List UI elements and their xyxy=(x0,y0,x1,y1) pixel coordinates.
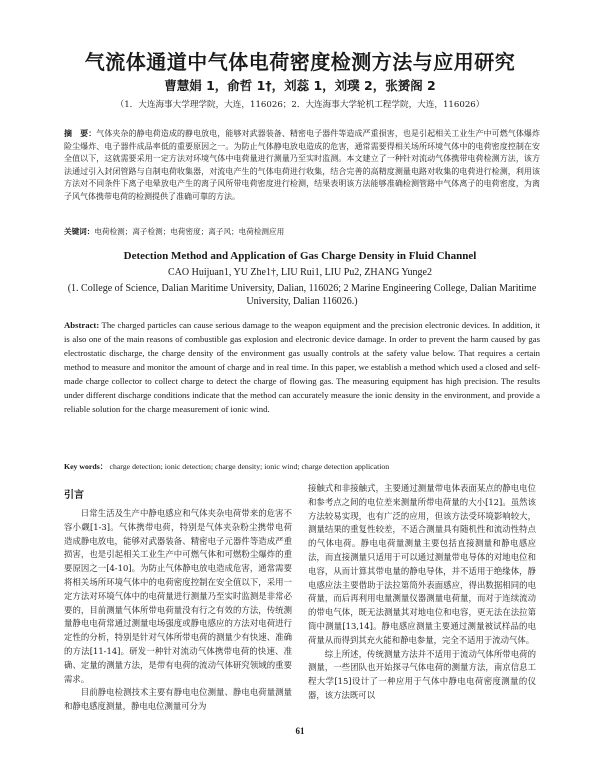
author-list-en: CAO Huijuan1, YU Zhe1†, LIU Rui1, LIU Pu2, ZHANG Yunge2 xyxy=(168,267,432,278)
keywords-cn xyxy=(64,226,540,237)
abstract-en xyxy=(64,318,540,416)
abstract-label-cn: 摘 要： xyxy=(64,129,97,138)
keywords-label-cn: 关键词： xyxy=(64,227,95,236)
paper-title-en: Detection Method and Application of Gas Charge Density in Fluid Channel xyxy=(123,250,477,262)
body-column-right xyxy=(308,482,536,703)
abstract-label-en: Abstract: xyxy=(64,320,100,330)
page-number: 61 xyxy=(295,726,305,736)
abstract-text-en: The charged particles can cause serious damage to the weapon equipment and the precision electronic devices. In addition, it is also one of the main reasons of combustible gas explosion and electronic device damage. In order to prevent the harm caused by gas electrostatic discharge, the charge density of the environment gas usually controls at the safety value below. That requires a certain method to measure and monitor the amount of charge and in real time. In this paper, we establish a method which used a closed and self-made charge collector to collect charge to detect the charge of flowing gas. The measuring equipment has high precision. The results under different discharge conditions indicate that the method can accurately measure the ionic density in the environment, and provide a reliable solution for the charge measurement of ionic wind. xyxy=(64,320,540,414)
body-column-left xyxy=(64,482,292,714)
body-paragraph: 综上所述，传统测量方法并不适用于流动气体所带电荷的测量，一些团队也开始探寻气体电荷的测量方法，南京信息工程大学[15]设计了一种应用于气体中静电电荷密度测量的仪器，该方法既可以 xyxy=(308,648,536,700)
abstract-text-cn: 气体夹杂的静电荷造成的静电放电，能够对武器装备、精密电子器件等造成严重损害，也是引起相关工业生产中可燃气体爆炸险尘爆炸、电子器件成品率低的重要原因之一。为防止气体静电放电造成的危害，通常需要得相关场所环境气体中的电荷密度控制在安全值以下，这就需要采用一定方法对环境气体中电荷量进行测量乃至实时监测。本文建立了一种针对流动气体携带电荷检测方法，该方法通过引入封闭管路与自制电荷收集器，对流电产生的气体电荷进行收集，结合完善的高精度测量电路对收集的电荷进行检测，利用该方法对不同条件下离子电晕放电产生的离子风所带电荷密度进行检测，结果表明该方法能够准确检测管路中气体离子的电荷密度，为离子风气体携带电荷的检测提供了准确可靠的方法。 xyxy=(64,129,540,201)
abstract-cn xyxy=(64,128,540,204)
keywords-text-en: charge detection; ionic detection; charge density; ionic wind; charge detection application xyxy=(109,462,390,471)
body-paragraph: 接触式和非接触式，主要通过测量带电体表面某点的静电电位和参考点之间的电位差来测量所带电荷量的大小[12]。虽然该方法较易实现，也有广泛的应用，但该方法受环境影响较大，测量结果的重复性较差，不适合测量具有随机性和流动性特点的气体电荷。静电电荷量测量主要包括直接测量和静电感应法，而直接测量只适用于可以通过测量带电导体的对地电位和电容，从而计算其带电量的静电导体，并不适用于绝缘体，静电感应法主要借助于法拉第筒外表面感应，得出数据相同的电荷量，而后再利用电量测量仪器测量电荷量，而对于连续流动的带电气体，既无法测量其对地电位和电容，更无法在法拉第筒中测量[13,14]。静电感应测量主要通过测量被试样品的电荷量从而得到其充火能和静电参量，完全不适用于流动气体。 xyxy=(308,483,536,645)
paper-title-cn: 气流体通道中气体电荷密度检测方法与应用研究 xyxy=(84,50,516,74)
author-list-cn: 曹慧娟 1，俞哲 1†，刘蕊 1，刘璞 2，张赟阁 2 xyxy=(164,78,436,93)
keywords-label-en: Key words： xyxy=(64,462,108,471)
keywords-text-cn: 电荷检测；离子检测；电荷密度；离子风；电荷检测应用 xyxy=(94,227,285,236)
keywords-en xyxy=(64,461,540,472)
affiliation-cn: （1．大连海事大学理学院，大连，116026；2．大连海事大学轮机工程学院，大连，116026） xyxy=(115,100,485,110)
body-paragraph: 日常生活及生产中静电感应和气体夹杂电荷带来的危害不容小觑[1-3]。气体携带电荷，特别是气体夹杂粉尘携带电荷造成静电放电，能够对武器装备、精密电子元器件等造成严重损害，也是引起相关工业生产中可燃气体和可燃粉尘爆炸的重要原因之一[4-10]。为防止气体静电放电造成危害，通常需要将相关场所环境气体中的电荷密度控制在安全值以下，采用一定方法对环境气体中的电荷量进行测量乃至实时监测是非常必要的，目前测量气体所带电荷量没有行之有效的方法，传统测量静电电荷常通过测量电场强度或静电感应的方法对电荷进行定性的分析，特别是针对气体所带电荷的测量少有快速、准确的方法[11-14]。研发一种针对流动气体携带电荷的快速、准确、定量的测量方法，是带有电荷的流动气体研究领域的重要需求。 xyxy=(64,508,292,684)
affiliation-en: (1. College of Science, Dalian Maritime University, Dalian, 116026; 2 Marine Engineering College, Dalian Maritime University, Dalian 116026.) xyxy=(67,283,537,307)
body-paragraph: 目前静电检测技术主要有静电电位测量、静电电荷量测量和静电感度测量，静电电位测量可分为 xyxy=(64,687,292,712)
section-heading-intro: 引言 xyxy=(64,490,84,501)
